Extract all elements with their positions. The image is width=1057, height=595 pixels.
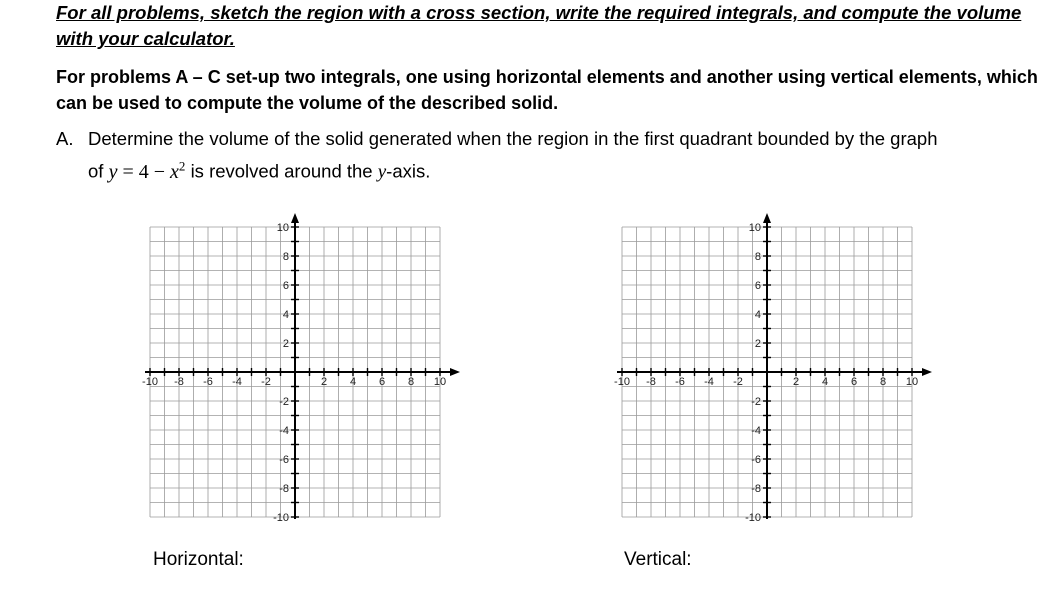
y-tick-label: 8 (282, 251, 289, 263)
y-tick-label: -6 (751, 454, 761, 466)
x-tick-label: -8 (646, 376, 656, 388)
coordinate-grid-horizontal[interactable] (140, 212, 460, 532)
problem-instructions: For problems A – C set-up two integrals, one using horizontal elements and another using vertical elements, which can be used to compute the volume of the described solid. (56, 67, 1038, 113)
equation: $y = 4 - x^2$ (108, 158, 186, 183)
y-tick-label: -10 (273, 512, 289, 524)
x-tick-label: 6 (378, 376, 386, 388)
x-tick-label: 8 (879, 376, 887, 388)
y-tick-label: 4 (754, 309, 761, 321)
y-tick-label: -6 (279, 454, 289, 466)
y-tick-label: 2 (282, 338, 289, 350)
y-tick-label: -8 (279, 483, 289, 495)
x-tick-label: -2 (261, 376, 271, 388)
x-tick-label: -6 (203, 376, 213, 388)
problem-text-line2 (88, 152, 430, 186)
y-axis-arrow-icon (291, 213, 299, 223)
y-tick-label: 2 (754, 338, 761, 350)
y-tick-label: -8 (751, 483, 761, 495)
x-tick-label: 2 (320, 376, 328, 388)
problem-text-pre: of (88, 160, 104, 182)
y-tick-label: -10 (745, 512, 761, 524)
y-tick-label: -4 (751, 425, 761, 437)
x-tick-label: 10 (905, 376, 919, 388)
vertical-label: Vertical: (624, 549, 692, 570)
problem-text-post: -axis. (386, 160, 431, 182)
horizontal-label: Horizontal: (153, 549, 244, 570)
x-tick-label: -2 (733, 376, 743, 388)
graph-vertical[interactable] (612, 212, 932, 532)
y-tick-label: 10 (748, 222, 761, 234)
y-tick-label: -2 (751, 396, 761, 408)
x-tick-label: 6 (850, 376, 858, 388)
graph-horizontal[interactable] (140, 212, 460, 532)
problem-text-mid: is revolved around the (190, 160, 373, 182)
y-tick-label: -2 (279, 396, 289, 408)
problem-text-line1: Determine the volume of the solid generated when the region in the first quadrant bounded by the graph (88, 128, 938, 149)
y-tick-label: 10 (276, 222, 289, 234)
assignment-heading: For all problems, sketch the region with a cross section, write the required integrals, and compute the volume with your calculator. (56, 2, 1022, 49)
x-tick-label: 2 (792, 376, 800, 388)
x-tick-label: -10 (614, 376, 630, 388)
y-tick-label: 6 (282, 280, 289, 292)
x-tick-label: 10 (433, 376, 447, 388)
y-tick-label: 8 (754, 251, 761, 263)
x-tick-label: 4 (349, 376, 357, 388)
x-axis-arrow-icon (450, 368, 460, 376)
x-tick-label: -4 (232, 376, 242, 388)
coordinate-grid-vertical[interactable] (612, 212, 932, 532)
y-axis-arrow-icon (763, 213, 771, 223)
x-tick-label: -8 (174, 376, 184, 388)
x-tick-label: 8 (407, 376, 415, 388)
problem-letter: A. (56, 128, 74, 149)
x-tick-label: -6 (675, 376, 685, 388)
x-tick-label: -10 (142, 376, 158, 388)
y-tick-label: 6 (754, 280, 761, 292)
y-tick-label: -4 (279, 425, 289, 437)
x-axis-arrow-icon (922, 368, 932, 376)
y-tick-label: 4 (282, 309, 289, 321)
x-tick-label: -4 (704, 376, 714, 388)
x-tick-label: 4 (821, 376, 829, 388)
axis-variable: y (377, 161, 387, 183)
